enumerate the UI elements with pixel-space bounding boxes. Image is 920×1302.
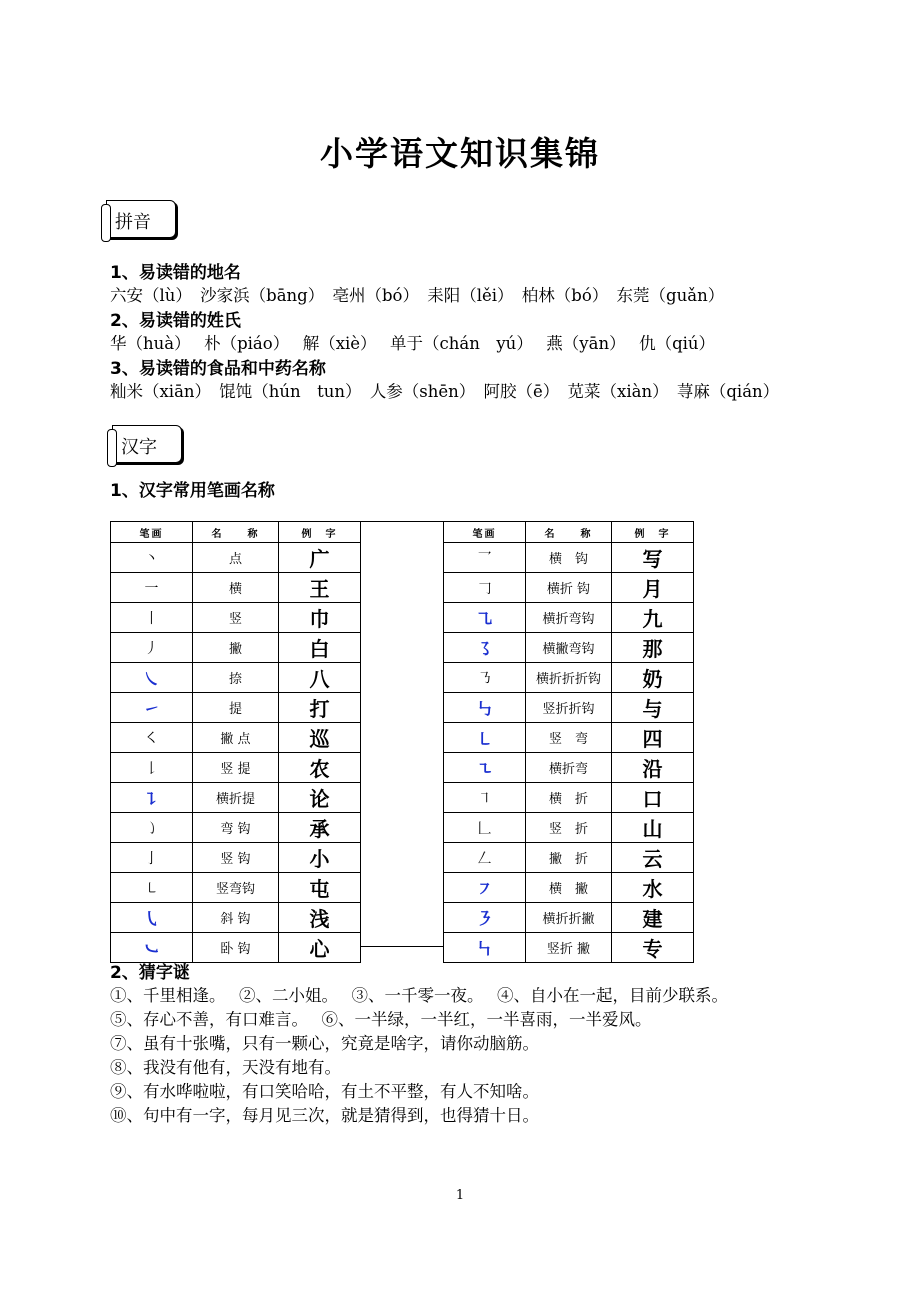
page-title: 小学语文知识集锦 [320, 134, 600, 173]
pinyin-heading-3: 3、易读错的食品和中药名称 [110, 359, 326, 379]
stroke-glyph: ㇈ [444, 603, 526, 633]
stroke-glyph: 𠃊 [444, 813, 526, 843]
stroke-name: 横折提 [193, 783, 279, 813]
stroke-row [111, 663, 361, 693]
stroke-example-char: 巾 [279, 603, 361, 633]
stroke-row [444, 873, 694, 903]
stroke-glyph: 亅 [111, 843, 193, 873]
stroke-example-char: 打 [279, 693, 361, 723]
stroke-row [111, 843, 361, 873]
stroke-glyph: 丶 [111, 543, 193, 573]
hanzi-heading-1: 1、汉字常用笔画名称 [110, 481, 275, 501]
stroke-glyph: ㇞ [444, 933, 526, 963]
stroke-glyph: ㇋ [444, 903, 526, 933]
stroke-name: 竖 折 [526, 813, 612, 843]
pinyin-line-2: 华（huà） 朴（piáo） 解（xiè） 单于（chán yú） 燕（yān） 仇（qiú） [110, 334, 716, 353]
stroke-glyph: ㇂ [111, 903, 193, 933]
stroke-example-char: 心 [279, 933, 361, 963]
stroke-row [444, 573, 694, 603]
stroke-example-char: 白 [279, 633, 361, 663]
stroke-name: 弯 钩 [193, 813, 279, 843]
section-label-pinyin [101, 200, 177, 240]
stroke-row [111, 573, 361, 603]
stroke-row [444, 633, 694, 663]
stroke-row [111, 873, 361, 903]
stroke-example-char: 九 [612, 603, 694, 633]
stroke-example-char: 屯 [279, 873, 361, 903]
stroke-glyph: ㇏ [111, 663, 193, 693]
stroke-example-char: 广 [279, 543, 361, 573]
stroke-example-char: 口 [612, 783, 694, 813]
stroke-name: 竖 钩 [193, 843, 279, 873]
stroke-example-char: 月 [612, 573, 694, 603]
stroke-row [111, 603, 361, 633]
riddle-line-6: ⑩、句中有一字，每月见三次，就是猜得到，也得猜十日。 [110, 1106, 539, 1125]
stroke-glyph: 乛 [444, 543, 526, 573]
stroke-name: 横 撇 [526, 873, 612, 903]
section-label-text: 汉字 [121, 437, 157, 458]
stroke-row [444, 813, 694, 843]
pinyin-heading-1: 1、易读错的地名 [110, 263, 241, 283]
header-example: 例 字 [279, 522, 361, 543]
stroke-row [444, 543, 694, 573]
stroke-name: 提 [193, 693, 279, 723]
stroke-example-char: 水 [612, 873, 694, 903]
header-stroke: 笔画 [111, 522, 193, 543]
stroke-glyph: ㇛ [111, 723, 193, 753]
stroke-example-char: 巡 [279, 723, 361, 753]
stroke-name: 竖 [193, 603, 279, 633]
stroke-glyph: ㇡ [444, 663, 526, 693]
stroke-glyph: 丿 [111, 633, 193, 663]
stroke-glyph: ㇇ [444, 873, 526, 903]
stroke-row [444, 603, 694, 633]
stroke-name: 横折 钩 [526, 573, 612, 603]
header-name: 名 称 [526, 522, 612, 543]
stroke-row [444, 663, 694, 693]
stroke-row [444, 693, 694, 723]
pinyin-heading-2: 2、易读错的姓氏 [110, 311, 241, 331]
stroke-name: 竖折 撇 [526, 933, 612, 963]
stroke-example-char: 八 [279, 663, 361, 693]
stroke-name: 捺 [193, 663, 279, 693]
stroke-row [444, 843, 694, 873]
stroke-name: 竖弯钩 [193, 873, 279, 903]
section-label-hanzi [107, 425, 183, 465]
stroke-row [111, 693, 361, 723]
stroke-name: 撇 折 [526, 843, 612, 873]
hanzi-heading-2: 2、猜字谜 [110, 963, 190, 983]
stroke-glyph: ㇄ [111, 873, 193, 903]
stroke-example-char: 与 [612, 693, 694, 723]
stroke-row [111, 543, 361, 573]
stroke-name: 斜 钩 [193, 903, 279, 933]
stroke-table-right [443, 521, 694, 963]
stroke-name: 横 钩 [526, 543, 612, 573]
stroke-row [111, 723, 361, 753]
stroke-glyph: ㇁ [111, 813, 193, 843]
stroke-example-char: 专 [612, 933, 694, 963]
stroke-row [111, 633, 361, 663]
stroke-name: 竖 提 [193, 753, 279, 783]
stroke-glyph: ㇕ [444, 783, 526, 813]
stroke-example-char: 山 [612, 813, 694, 843]
stroke-example-char: 那 [612, 633, 694, 663]
header-name: 名 称 [193, 522, 279, 543]
stroke-row [444, 753, 694, 783]
stroke-row [444, 933, 694, 963]
stroke-row [111, 783, 361, 813]
stroke-name: 竖折折钩 [526, 693, 612, 723]
stroke-example-char: 农 [279, 753, 361, 783]
stroke-glyph: ㇃ [111, 933, 193, 963]
stroke-name: 横折折撇 [526, 903, 612, 933]
stroke-example-char: 论 [279, 783, 361, 813]
stroke-name: 横折弯钩 [526, 603, 612, 633]
stroke-glyph: 𠃌 [444, 573, 526, 603]
stroke-glyph: ㇊ [111, 783, 193, 813]
stroke-example-char: 小 [279, 843, 361, 873]
stroke-name: 竖 弯 [526, 723, 612, 753]
stroke-example-char: 承 [279, 813, 361, 843]
riddle-line-4: ⑧、我没有他有，天没有地有。 [110, 1058, 341, 1077]
stroke-glyph: 丨 [111, 603, 193, 633]
stroke-example-char: 王 [279, 573, 361, 603]
stroke-row [444, 903, 694, 933]
section-label-text: 拼音 [115, 212, 151, 233]
riddle-line-2: ⑤、存心不善，有口难言。 ⑥、一半绿，一半红，一半喜雨，一半爱风。 [110, 1010, 652, 1029]
stroke-glyph: ㇄ [444, 723, 526, 753]
stroke-example-char: 沿 [612, 753, 694, 783]
stroke-name: 卧 钩 [193, 933, 279, 963]
stroke-name: 横 [193, 573, 279, 603]
stroke-name: 横折弯 [526, 753, 612, 783]
stroke-example-char: 四 [612, 723, 694, 753]
riddle-line-3: ⑦、虽有十张嘴，只有一颗心，究竟是啥字，请你动脑筋。 [110, 1034, 539, 1053]
stroke-glyph: 一 [111, 573, 193, 603]
stroke-example-char: 建 [612, 903, 694, 933]
stroke-glyph: ㇀ [111, 693, 193, 723]
stroke-glyph: 𠃋 [444, 843, 526, 873]
stroke-name: 横 折 [526, 783, 612, 813]
stroke-row [444, 723, 694, 753]
stroke-name: 点 [193, 543, 279, 573]
stroke-example-char: 云 [612, 843, 694, 873]
stroke-glyph: ㇍ [444, 753, 526, 783]
stroke-name: 撇 点 [193, 723, 279, 753]
stroke-example-char: 浅 [279, 903, 361, 933]
stroke-example-char: 写 [612, 543, 694, 573]
page-number: 1 [455, 1188, 465, 1203]
stroke-glyph: 𠄌 [111, 753, 193, 783]
stroke-name: 撇 [193, 633, 279, 663]
stroke-table-left [110, 521, 361, 963]
stroke-row [111, 753, 361, 783]
stroke-row [444, 783, 694, 813]
header-example: 例 字 [612, 522, 694, 543]
stroke-row [111, 813, 361, 843]
table-gap [360, 521, 443, 947]
pinyin-line-1: 六安（lù） 沙家浜（bāng） 亳州（bó） 耒阳（lěi） 柏林（bó） 东莞（guǎn） [110, 286, 725, 305]
riddle-line-1: ①、千里相逢。 ②、二小姐。 ③、一千零一夜。 ④、自小在一起，目前少联系。 [110, 986, 728, 1005]
stroke-example-char: 奶 [612, 663, 694, 693]
stroke-glyph: ㇉ [444, 693, 526, 723]
stroke-glyph: ㇌ [444, 633, 526, 663]
header-stroke: 笔画 [444, 522, 526, 543]
riddle-line-5: ⑨、有水哗啦啦，有口笑哈哈，有土不平整，有人不知啥。 [110, 1082, 539, 1101]
stroke-name: 横撇弯钩 [526, 633, 612, 663]
stroke-row [111, 903, 361, 933]
stroke-name: 横折折折钩 [526, 663, 612, 693]
pinyin-line-3: 籼米（xiān） 馄饨（hún tun） 人参（shēn） 阿胶（ē） 苋菜（xiàn） 荨麻（qián） [110, 382, 780, 401]
